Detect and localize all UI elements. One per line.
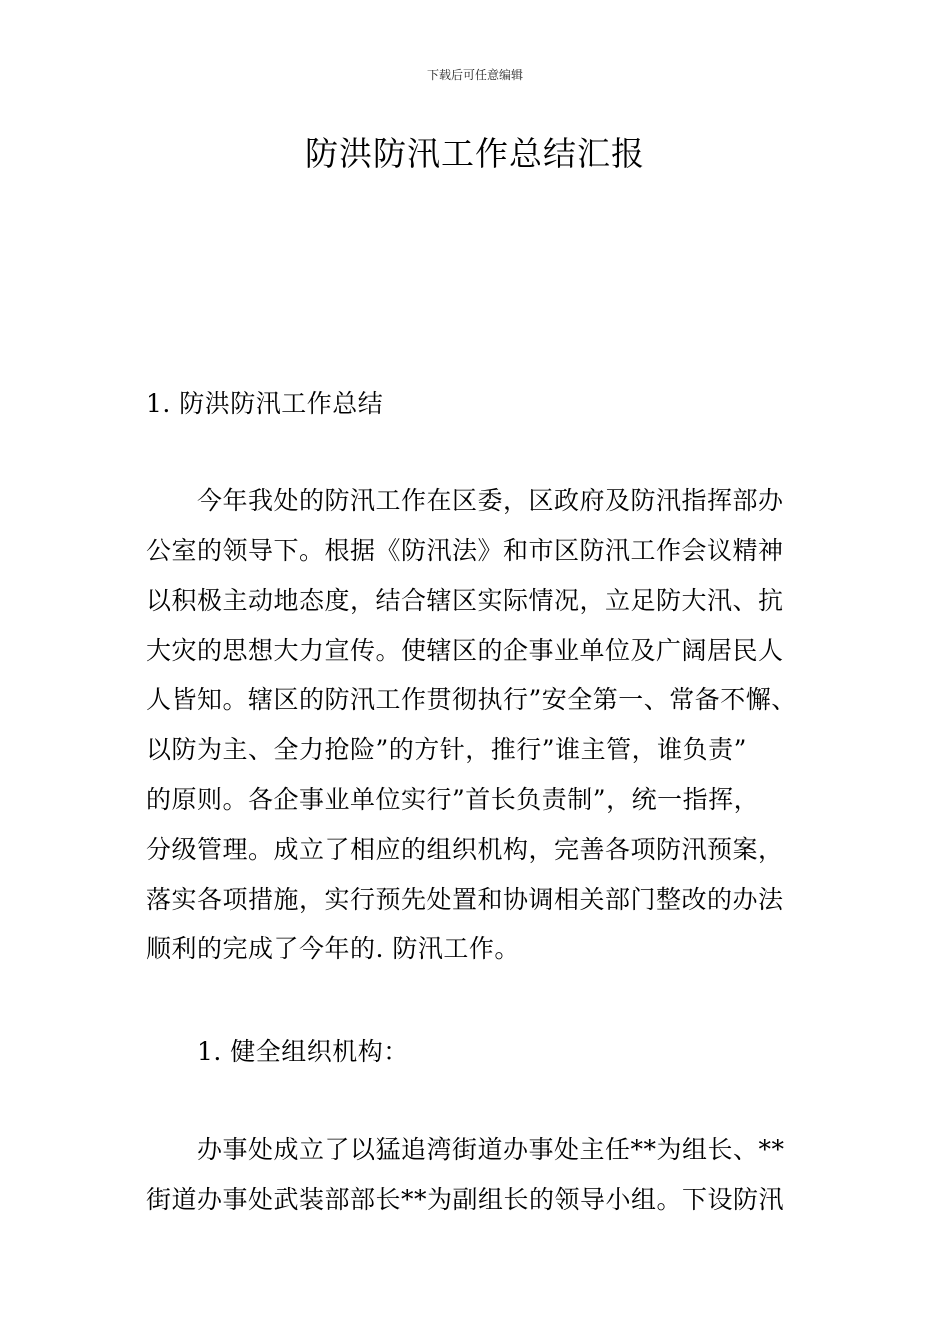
- paragraph2-line: 办事处成立了以猛追湾街道办事处主任**为组长、**: [197, 1135, 785, 1164]
- header-note: 下载后可任意编辑: [426, 68, 523, 82]
- paragraph2-line: 街道办事处武装部部长**为副组长的领导小组。下设防汛: [146, 1185, 785, 1214]
- paragraph1-line: 分级管理。成立了相应的组织机构，完善各项防汛预案，: [146, 835, 784, 864]
- paragraph1-line: 落实各项措施，实行预先处置和协调相关部门整改的办法: [146, 885, 784, 914]
- paragraph1-line: 公室的领导下。根据《防汛法》和市区防汛工作会议精神: [146, 536, 784, 565]
- paragraph1-line: 的原则。各企事业单位实行”首长负责制”，统一指挥，: [146, 785, 760, 814]
- paragraph1-line: 以积极主动地态度，结合辖区实际情况，立足防大汛、抗: [146, 586, 784, 615]
- document-title: 防洪防汛工作总结汇报: [305, 134, 645, 173]
- paragraph1-line: 人皆知。辖区的防汛工作贯彻执行”安全第一、常备不懈、: [146, 685, 797, 714]
- paragraph1-line: 顺利的完成了今年的. 防汛工作。: [146, 934, 520, 963]
- paragraph1-line: 以防为主、全力抢险”的方针，推行”谁主管，谁负责”: [146, 735, 747, 764]
- paragraph1-line: 大灾的思想大力宣传。使辖区的企事业单位及广阔居民人: [146, 636, 784, 665]
- paragraph1-line: 今年我处的防汛工作在区委，区政府及防汛指挥部办: [197, 486, 784, 515]
- subheading: 1. 健全组织机构：: [197, 1037, 409, 1066]
- section-heading: 1. 防洪防汛工作总结: [146, 389, 384, 418]
